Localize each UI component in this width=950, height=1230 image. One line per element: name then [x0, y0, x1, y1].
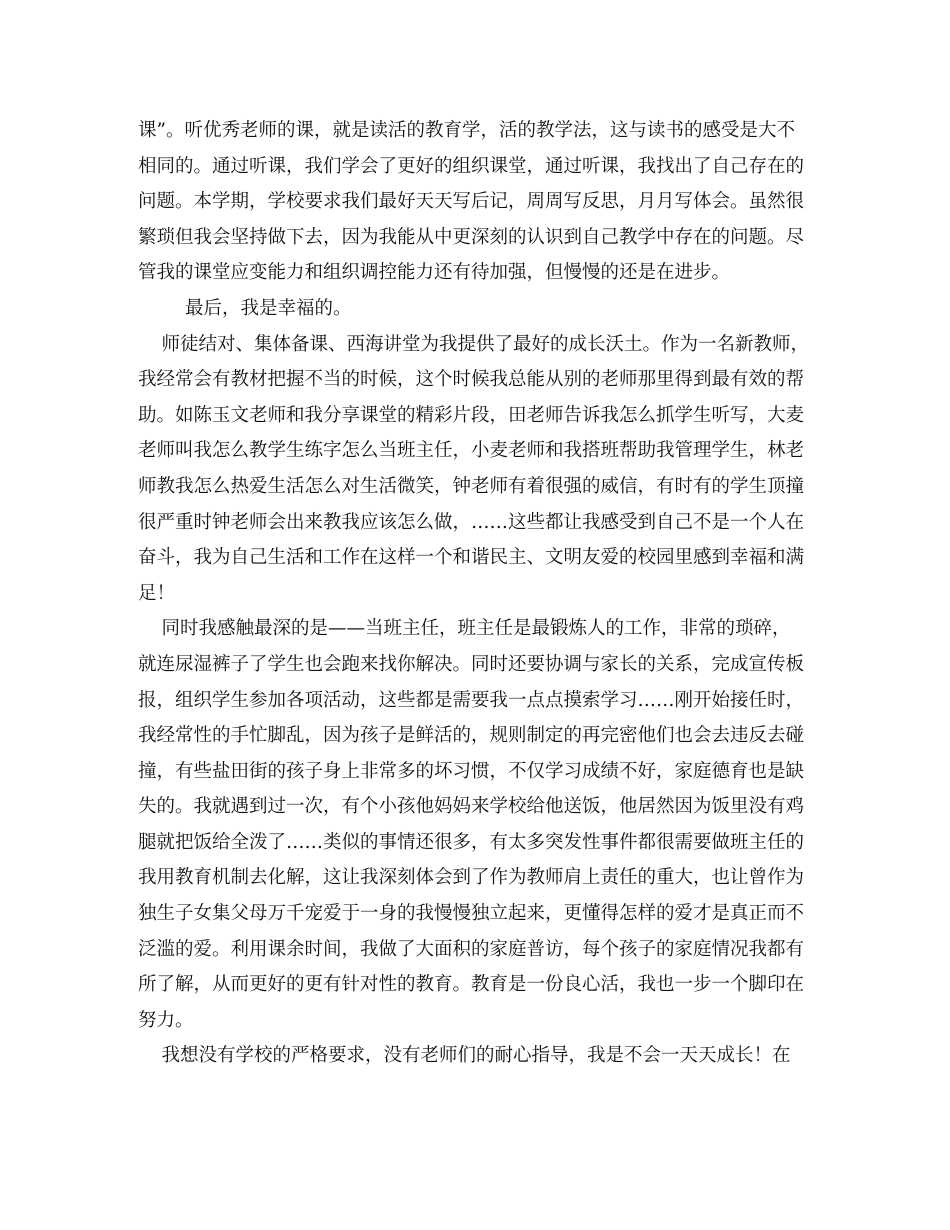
text-line: 老师叫我怎么教学生练字怎么当班主任，小麦老师和我搭班帮助我管理学生，林老: [138, 440, 805, 462]
text-line: 报，组织学生参加各项活动，这些都是需要我一点点摸索学习……刚开始接任时，: [138, 689, 805, 711]
section-heading: 最后，我是幸福的。: [138, 297, 352, 319]
text-line: 所了解，从而更好的更有针对性的教育。教育是一份良心活，我也一步一个脚印在: [138, 974, 805, 996]
text-line: 问题。本学期，学校要求我们最好天天写后记，周周写反思，月月写体会。虽然很: [138, 191, 805, 213]
text-line: 失的。我就遇到过一次，有个小孩他妈妈来学校给他送饭，他居然因为饭里没有鸡: [138, 796, 805, 818]
text-line: 师教我怎么热爱生活怎么对生活微笑，钟老师有着很强的威信，有时有的学生顶撞: [138, 475, 805, 497]
text-line: 独生子女集父母万千宠爱于一身的我慢慢独立起来，更懂得怎样的爱才是真正而不: [138, 903, 805, 925]
text-line: 我经常会有教材把握不当的时候，这个时候我总能从别的老师那里得到最有效的帮: [138, 369, 805, 391]
text-line: 努力。: [138, 1009, 194, 1031]
text-line: 我想没有学校的严格要求，没有老师们的耐心指导，我是不会一天天成长！在: [138, 1045, 791, 1067]
text-line: 足！: [138, 582, 176, 604]
text-line: 腿就把饭给全泼了……类似的事情还很多，有太多突发性事件都很需要做班主任的: [138, 831, 805, 853]
text-line: 奋斗，我为自己生活和工作在这样一个和谐民主、文明友爱的校园里感到幸福和满: [138, 547, 805, 569]
text-line: 师徒结对、集体备课、西海讲堂为我提供了最好的成长沃土。作为一名新教师，: [138, 333, 810, 355]
text-line: 我经常性的手忙脚乱，因为孩子是鲜活的，规则制定的再完密他们也会去违反去碰: [138, 725, 805, 747]
text-line: 我用教育机制去化解，这让我深刻体会到了作为教师肩上责任的重大，也让曾作为: [138, 867, 805, 889]
text-line: 同时我感触最深的是——当班主任，班主任是最锻炼人的工作，非常的琐碎，: [138, 618, 791, 640]
text-line: 撞，有些盐田街的孩子身上非常多的坏习惯，不仅学习成绩不好，家庭德育也是缺: [138, 760, 805, 782]
text-line: 繁琐但我会坚持做下去，因为我能从中更深刻的认识到自己教学中存在的问题。尽: [138, 226, 805, 248]
text-line: 课”。听优秀老师的课，就是读活的教育学，活的教学法，这与读书的感受是大不: [138, 120, 795, 141]
text-line: 相同的。通过听课，我们学会了更好的组织课堂，通过听课，我找出了自己存在的: [138, 155, 805, 177]
text-line: 就连尿湿裤子了学生也会跑来找你解决。同时还要协调与家长的关系，完成宣传板: [138, 653, 805, 675]
text-line: 助。如陈玉文老师和我分享课堂的精彩片段，田老师告诉我怎么抓学生听写，大麦: [138, 404, 805, 426]
text-line: 泛滥的爱。利用课余时间，我做了大面积的家庭普访，每个孩子的家庭情况我都有: [138, 938, 805, 960]
body-text: [138, 113, 828, 1070]
text-line: 管我的课堂应变能力和组织调控能力还有待加强，但慢慢的还是在进步。: [138, 262, 731, 284]
text-line: 很严重时钟老师会出来教我应该怎么做，……这些都让我感受到自己不是一个人在: [138, 511, 805, 533]
